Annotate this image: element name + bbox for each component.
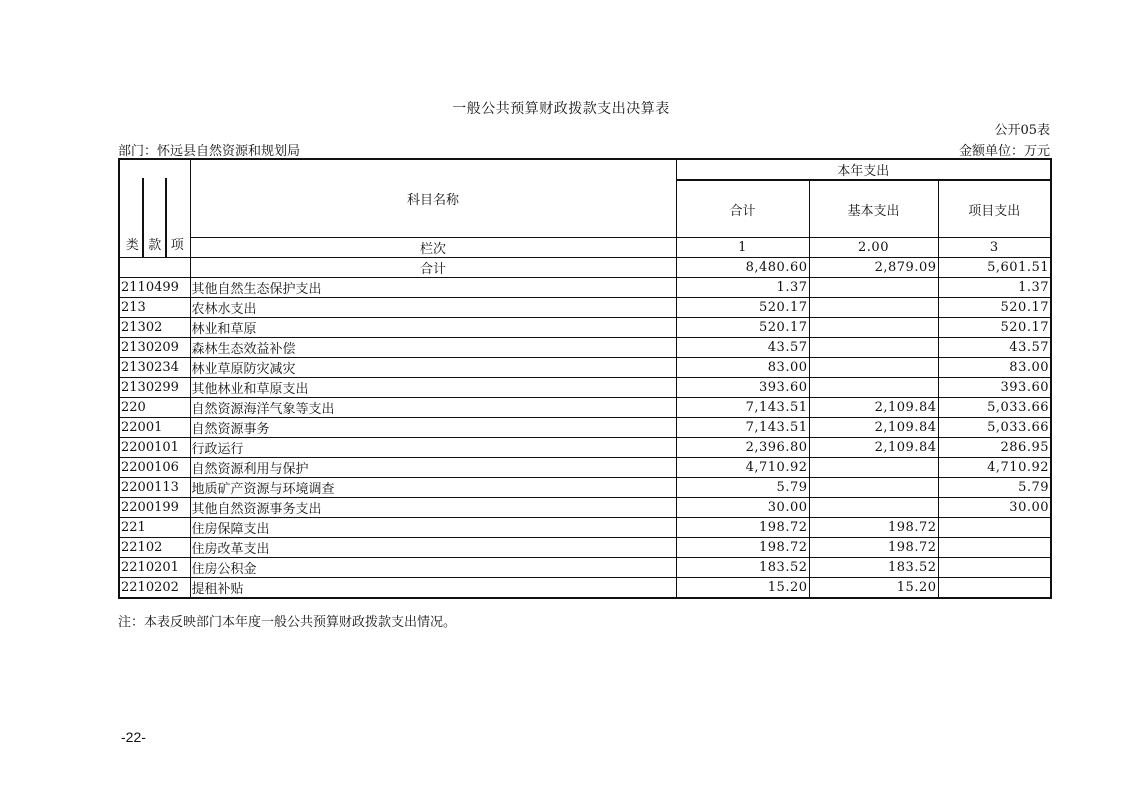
header-project: 项目支出 xyxy=(938,180,1051,238)
row-subject-name: 住房保障支出 xyxy=(190,518,676,538)
row-basic xyxy=(809,318,938,338)
total-row xyxy=(119,258,1051,278)
table-row xyxy=(119,338,1051,358)
row-code: 21302 xyxy=(119,318,190,338)
row-code: 22102 xyxy=(119,538,190,558)
row-project: 83.00 xyxy=(938,358,1051,378)
row-basic xyxy=(809,458,938,478)
row-basic xyxy=(809,498,938,518)
row-basic xyxy=(809,278,938,298)
row-subject-name: 住房公积金 xyxy=(190,558,676,578)
page-title: 一般公共预算财政拨款支出决算表 xyxy=(452,101,670,117)
row-total: 183.52 xyxy=(676,558,809,578)
row-total: 83.00 xyxy=(676,358,809,378)
row-subject-name: 其他自然资源事务支出 xyxy=(190,498,676,518)
header-subject-name: 科目名称 xyxy=(190,159,676,238)
row-total: 7,143.51 xyxy=(676,418,809,438)
total-row-code xyxy=(119,258,190,278)
row-total: 30.00 xyxy=(676,498,809,518)
row-code: 213 xyxy=(119,298,190,318)
row-subject-name: 行政运行 xyxy=(190,438,676,458)
header-kuan: 款 xyxy=(148,238,162,253)
table-row xyxy=(119,398,1051,418)
header-xiang: 项 xyxy=(170,238,184,253)
table-row xyxy=(119,518,1051,538)
row-basic: 183.52 xyxy=(809,558,938,578)
row-project: 5,033.66 xyxy=(938,398,1051,418)
department-label: 部门：怀远县自然资源和规划局 xyxy=(118,144,301,159)
column-order-1: 1 xyxy=(676,238,809,258)
row-code: 2130234 xyxy=(119,358,190,378)
row-total: 520.17 xyxy=(676,298,809,318)
table-row xyxy=(119,278,1051,298)
table-row xyxy=(119,358,1051,378)
row-project xyxy=(938,518,1051,538)
row-project xyxy=(938,578,1051,599)
budget-table xyxy=(118,158,1052,599)
row-project xyxy=(938,558,1051,578)
row-code: 2200101 xyxy=(119,438,190,458)
row-subject-name: 自然资源海洋气象等支出 xyxy=(190,398,676,418)
row-basic: 198.72 xyxy=(809,538,938,558)
row-code: 2130209 xyxy=(119,338,190,358)
row-subject-name: 住房改革支出 xyxy=(190,538,676,558)
total-row-project: 5,601.51 xyxy=(938,258,1051,278)
row-total: 43.57 xyxy=(676,338,809,358)
total-row-basic: 2,879.09 xyxy=(809,258,938,278)
row-project: 393.60 xyxy=(938,378,1051,398)
table-row xyxy=(119,298,1051,318)
row-project: 520.17 xyxy=(938,318,1051,338)
row-project: 43.57 xyxy=(938,338,1051,358)
column-order-2: 2.00 xyxy=(809,238,938,258)
row-total: 393.60 xyxy=(676,378,809,398)
row-subject-name: 林业草原防灾减灾 xyxy=(190,358,676,378)
table-row xyxy=(119,478,1051,498)
row-total: 4,710.92 xyxy=(676,458,809,478)
row-basic xyxy=(809,338,938,358)
table-row xyxy=(119,458,1051,478)
row-total: 198.72 xyxy=(676,518,809,538)
row-subject-name: 自然资源事务 xyxy=(190,418,676,438)
row-total: 5.79 xyxy=(676,478,809,498)
table-row xyxy=(119,498,1051,518)
row-total: 198.72 xyxy=(676,538,809,558)
unit-label: 金额单位：万元 xyxy=(958,144,1050,159)
row-project: 5,033.66 xyxy=(938,418,1051,438)
row-subject-name: 地质矿产资源与环境调查 xyxy=(190,478,676,498)
row-subject-name: 林业和草原 xyxy=(190,318,676,338)
table-row xyxy=(119,318,1051,338)
category-header-block xyxy=(119,159,190,258)
column-order-3: 3 xyxy=(938,238,1051,258)
row-subject-name: 提租补贴 xyxy=(190,578,676,599)
table-note: 注：本表反映部门本年度一般公共预算财政拨款支出情况。 xyxy=(118,615,457,630)
row-code: 2200106 xyxy=(119,458,190,478)
row-code: 2200113 xyxy=(119,478,190,498)
row-basic xyxy=(809,298,938,318)
row-total: 520.17 xyxy=(676,318,809,338)
row-project: 4,710.92 xyxy=(938,458,1051,478)
row-basic xyxy=(809,358,938,378)
row-basic xyxy=(809,378,938,398)
form-number: 公开05表 xyxy=(994,123,1050,138)
row-code: 2210201 xyxy=(119,558,190,578)
table-row xyxy=(119,578,1051,599)
row-project: 1.37 xyxy=(938,278,1051,298)
column-order-label: 栏次 xyxy=(190,238,676,258)
row-basic: 2,109.84 xyxy=(809,438,938,458)
row-code: 2130299 xyxy=(119,378,190,398)
row-total: 15.20 xyxy=(676,578,809,599)
row-project: 286.95 xyxy=(938,438,1051,458)
table-row xyxy=(119,378,1051,398)
row-total: 7,143.51 xyxy=(676,398,809,418)
row-basic xyxy=(809,478,938,498)
header-total: 合计 xyxy=(676,180,809,238)
page-number: -22- xyxy=(121,729,146,745)
row-basic: 2,109.84 xyxy=(809,398,938,418)
total-row-label: 合计 xyxy=(190,258,676,278)
row-code: 22001 xyxy=(119,418,190,438)
row-subject-name: 森林生态效益补偿 xyxy=(190,338,676,358)
table-row xyxy=(119,418,1051,438)
row-code: 220 xyxy=(119,398,190,418)
row-subject-name: 农林水支出 xyxy=(190,298,676,318)
row-code: 2210202 xyxy=(119,578,190,599)
row-basic: 2,109.84 xyxy=(809,418,938,438)
row-subject-name: 自然资源利用与保护 xyxy=(190,458,676,478)
row-project: 520.17 xyxy=(938,298,1051,318)
row-total: 1.37 xyxy=(676,278,809,298)
row-code: 221 xyxy=(119,518,190,538)
table-row xyxy=(119,558,1051,578)
table-row xyxy=(119,438,1051,458)
row-code: 2200199 xyxy=(119,498,190,518)
row-project xyxy=(938,538,1051,558)
table-row xyxy=(119,538,1051,558)
row-subject-name: 其他自然生态保护支出 xyxy=(190,278,676,298)
row-project: 5.79 xyxy=(938,478,1051,498)
header-current-year: 本年支出 xyxy=(676,159,1051,180)
row-code: 2110499 xyxy=(119,278,190,298)
row-project: 30.00 xyxy=(938,498,1051,518)
row-subject-name: 其他林业和草原支出 xyxy=(190,378,676,398)
total-row-total: 8,480.60 xyxy=(676,258,809,278)
row-basic: 15.20 xyxy=(809,578,938,599)
row-basic: 198.72 xyxy=(809,518,938,538)
header-cat: 类 xyxy=(125,238,139,253)
row-total: 2,396.80 xyxy=(676,438,809,458)
header-basic: 基本支出 xyxy=(809,180,938,238)
